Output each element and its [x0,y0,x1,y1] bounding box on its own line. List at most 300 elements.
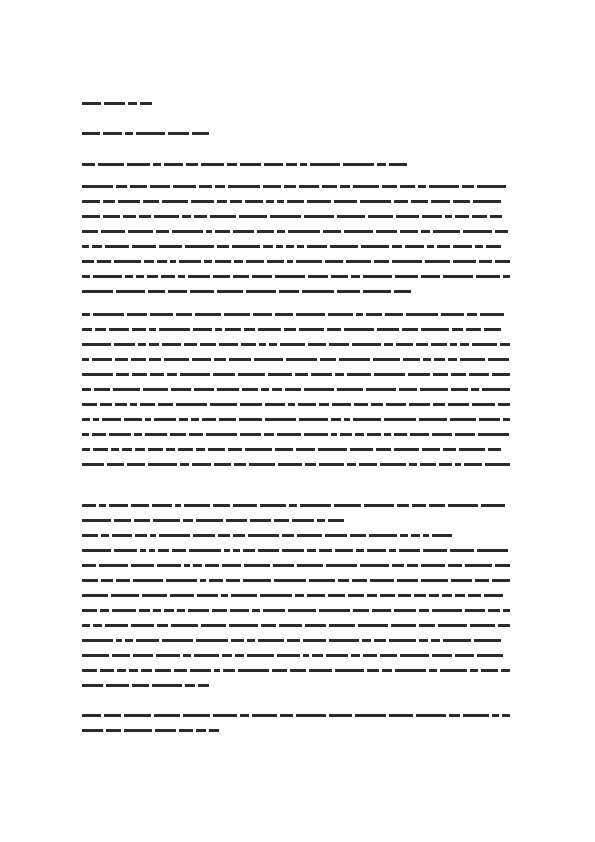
text-word [331,433,337,436]
text-word [431,200,450,203]
text-word [162,343,181,346]
text-word [419,418,447,421]
text-word [131,504,149,507]
text-word [329,714,352,717]
text-word [245,448,272,451]
text-word [334,504,361,507]
text-word [221,594,228,597]
text-word [472,343,497,346]
text-word [178,275,185,278]
text-word [166,579,197,582]
text-word [213,275,230,278]
text-word [157,624,168,627]
text-word [134,433,142,436]
text-word [173,185,196,188]
text-word [185,684,195,687]
header-line-1 [0,0,1,1]
text-word [193,534,215,537]
text-word [82,418,90,421]
text-word [296,448,315,451]
text-word [92,433,106,436]
text-word [82,200,100,203]
text-word [194,215,207,218]
text-word [155,729,176,732]
text-word [186,163,198,166]
text-word [432,654,452,657]
text-word [473,200,501,203]
text-word [360,200,391,203]
text-word [242,388,258,391]
text-word [218,534,230,537]
text-word [334,200,357,203]
text-word [287,639,300,642]
header-line-2 [0,0,1,1]
text-word [82,290,113,293]
text-word [150,185,170,188]
text-word [136,275,144,278]
text-word [394,200,408,203]
text-word [467,313,477,316]
text-word [323,230,341,233]
text-word [226,519,247,522]
text-word [82,639,113,642]
text-word [93,418,99,421]
text-word [367,433,381,436]
text-word [153,609,161,612]
text-word [423,534,429,537]
text-word [377,163,386,166]
text-word [492,579,510,582]
text-word [500,343,510,346]
text-word [204,260,212,263]
text-word [128,230,153,233]
text-word [145,418,151,421]
text-word [302,290,334,293]
text-word [93,624,102,627]
text-word [209,729,219,732]
text-word [155,669,171,672]
text-word [82,185,113,188]
text-word [351,275,360,278]
text-word [100,403,112,406]
text-word [190,669,211,672]
text-word [453,260,476,263]
text-word [98,163,124,166]
text-word [109,328,129,331]
text-word [292,519,314,522]
text-word [148,290,165,293]
text-word [99,564,128,567]
text-word [384,343,393,346]
text-word [230,200,242,203]
text-word [460,358,485,361]
text-word [168,290,187,293]
text-word [93,448,108,451]
text-word [463,714,489,717]
text-word [374,260,389,263]
text-word [201,163,224,166]
text-word [356,549,364,552]
text-word [260,594,292,597]
text-line [82,215,510,218]
text-word [414,594,426,597]
text-word [409,463,417,466]
text-word [128,102,137,105]
text-word [136,132,165,135]
text-word [421,275,440,278]
text-word [382,185,397,188]
text-word [82,313,90,316]
text-word [235,654,244,657]
text-word [337,388,363,391]
text-word [475,245,483,248]
text-word [103,132,122,135]
text-word [233,549,240,552]
text-word [279,624,302,627]
text-word [495,564,510,567]
text-word [472,215,487,218]
text-line [82,654,510,657]
text-word [298,403,316,406]
text-word [282,534,294,537]
text-word [488,609,500,612]
text-word [179,729,193,732]
text-word [217,245,229,248]
text-word [377,328,399,331]
text-word [82,163,95,166]
text-word [399,388,417,391]
text-word [125,275,133,278]
text-word [152,504,172,507]
text-word [373,358,400,361]
text-word [228,448,242,451]
text-word [101,230,125,233]
text-word [100,669,114,672]
text-word [184,564,190,567]
text-word [394,433,407,436]
text-word [420,463,436,466]
text-word [184,504,210,507]
text-word [234,463,246,466]
text-word [210,403,237,406]
text-word [245,200,263,203]
text-word [234,260,243,263]
text-word [485,463,510,466]
text-line [82,163,412,166]
text-word [200,343,216,346]
text-word [503,275,510,278]
text-word [429,185,459,188]
text-word [355,714,386,717]
text-word [164,609,174,612]
text-word [228,185,260,188]
text-word [82,463,104,466]
text-word [303,639,326,642]
text-word [267,260,284,263]
text-word [296,313,325,316]
text-word [421,328,449,331]
text-word [272,669,287,672]
text-word [140,403,155,406]
text-word [308,343,326,346]
text-word [239,215,267,218]
text-word [131,564,154,567]
text-line [82,200,510,203]
text-word [397,579,418,582]
text-word [159,245,182,248]
text-word [92,358,112,361]
text-word [384,433,391,436]
text-word [229,624,258,627]
section-heading [0,0,1,1]
text-line [82,230,510,233]
text-word [455,433,475,436]
text-word [325,260,343,263]
text-word [317,519,325,522]
text-word [452,328,463,331]
text-word [320,358,336,361]
text-word [312,654,323,657]
text-word [374,373,405,376]
text-word [319,403,329,406]
text-word [405,245,424,248]
text-word [222,564,241,567]
text-word [389,549,396,552]
text-word [443,275,473,278]
text-word [138,343,146,346]
text-word [501,669,510,672]
text-word [124,418,142,421]
text-word [311,373,332,376]
text-word [416,714,446,717]
text-word [335,669,364,672]
text-word [208,448,225,451]
text-word [438,624,467,627]
text-word [231,639,244,642]
text-word [363,275,392,278]
text-word [400,185,415,188]
text-word [123,215,136,218]
text-word [347,463,356,466]
text-word [389,163,407,166]
text-word [484,328,501,331]
text-word [223,669,235,672]
text-word [224,313,250,316]
text-word [136,639,159,642]
text-word [327,328,341,331]
text-word [433,230,460,233]
text-word [277,230,285,233]
text-word [150,534,156,537]
text-word [200,579,206,582]
text-word [450,418,476,421]
text-word [274,579,306,582]
text-word [154,215,179,218]
text-word [154,714,180,717]
text-word [150,313,173,316]
text-word [178,448,193,451]
text-word [247,654,274,657]
text-line [82,624,510,627]
text-word [450,343,457,346]
text-word [288,230,320,233]
text-word [132,373,147,376]
text-word [233,534,245,537]
text-word [219,343,238,346]
text-word [240,433,261,436]
text-word [355,433,364,436]
text-word [503,418,510,421]
text-word [266,200,274,203]
text-word [277,200,284,203]
text-word [101,534,109,537]
text-word [227,163,237,166]
text-word [176,313,192,316]
text-word [309,669,332,672]
text-word [240,714,249,717]
text-word [113,388,140,391]
text-word [142,594,167,597]
text-word [451,388,468,391]
text-word [82,275,90,278]
text-word [82,579,98,582]
text-line [82,639,510,642]
text-word [132,684,149,687]
text-word [286,245,294,248]
text-line [82,185,510,188]
text-line [82,373,510,376]
text-word [421,579,448,582]
text-word [111,594,139,597]
text-word [350,448,373,451]
text-word [400,534,408,537]
text-word [264,163,283,166]
text-word [162,200,188,203]
text-word [82,669,97,672]
text-word [273,564,294,567]
text-word [297,245,304,248]
text-word [287,260,293,263]
text-word [258,639,284,642]
text-word [476,275,500,278]
text-word [196,729,206,732]
text-word [135,534,147,537]
text-word [295,373,308,376]
text-word [143,388,168,391]
text-word [398,594,411,597]
text-word [122,448,132,451]
text-word [322,185,337,188]
text-word [233,504,257,507]
text-word [133,579,163,582]
text-word [124,729,152,732]
text-word [229,358,251,361]
text-word [102,418,121,421]
text-word [100,609,109,612]
text-line [82,504,510,507]
text-word [222,654,232,657]
text-word [125,132,133,135]
text-word [451,373,466,376]
text-word [319,609,350,612]
text-word [226,579,240,582]
text-word [193,328,212,331]
text-word [219,418,236,421]
text-word [419,639,428,642]
text-word [243,579,271,582]
text-word [241,343,256,346]
text-word [354,403,368,406]
text-word [116,639,122,642]
text-word [127,163,150,166]
text-word [442,594,452,597]
text-word [429,504,445,507]
text-word [261,624,276,627]
text-word [140,102,152,105]
text-word [450,549,474,552]
text-word [82,609,97,612]
text-word [175,504,181,507]
text-word [152,684,182,687]
text-word [329,639,359,642]
text-word [382,669,392,672]
text-word [82,388,91,391]
text-word [304,215,334,218]
text-word [503,609,510,612]
text-word [275,448,293,451]
text-word [195,313,221,316]
text-word [164,163,183,166]
text-word [409,403,430,406]
text-word [257,230,274,233]
text-word [459,448,485,451]
text-word [249,463,275,466]
text-word [392,260,422,263]
text-word [307,200,331,203]
text-line [82,260,510,263]
text-word [275,313,293,316]
text-word [109,433,131,436]
text-word [105,245,129,248]
text-word [82,684,103,687]
text-line [82,418,510,421]
text-word [230,609,249,612]
text-word [310,163,340,166]
text-word [421,564,445,567]
text-word [308,275,328,278]
text-word [150,373,164,376]
text-line [82,594,510,597]
text-word [478,433,509,436]
text-word [240,403,262,406]
text-word [148,463,177,466]
text-word [380,463,406,466]
text-word [101,579,113,582]
text-word [134,519,150,522]
text-line [82,564,510,567]
text-word [106,684,129,687]
text-word [250,519,271,522]
text-word [470,624,495,627]
text-word [263,245,273,248]
text-line [82,102,154,105]
text-word [296,260,322,263]
text-word [477,185,506,188]
text-word [443,448,456,451]
text-word [224,549,230,552]
text-word [495,260,510,263]
text-word [429,594,439,597]
